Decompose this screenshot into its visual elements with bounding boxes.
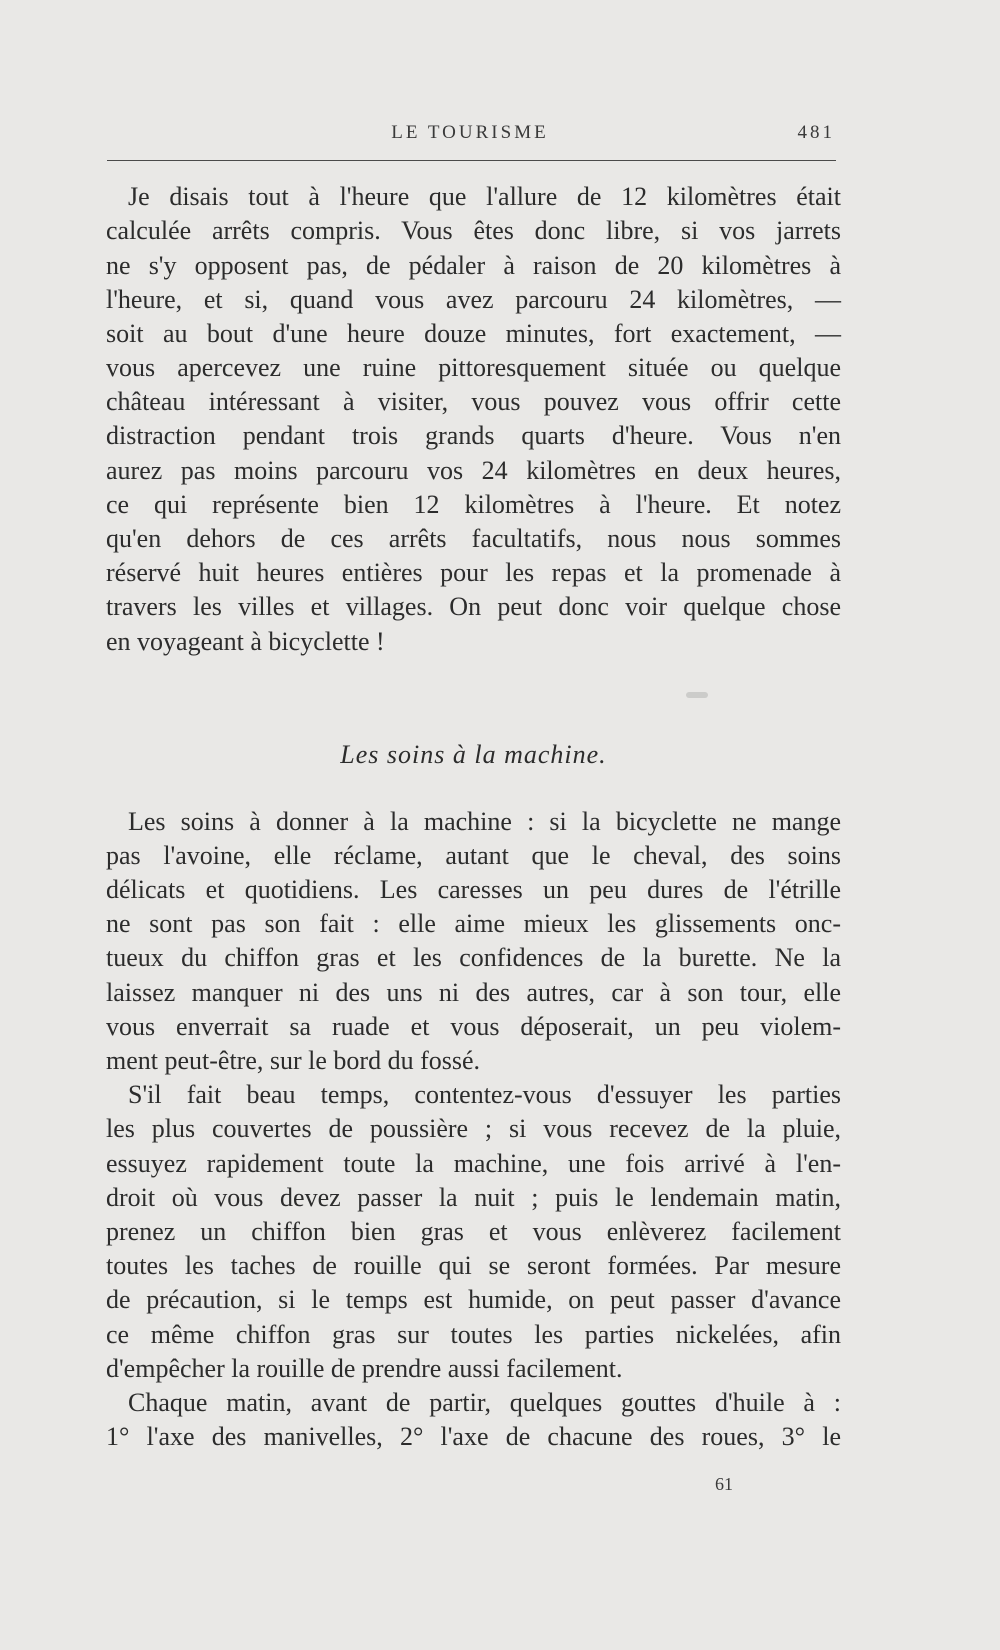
paragraph-line: réservé huit heures entières pour les repas et la promenade à — [106, 558, 841, 587]
section-heading: Les soins à la machine. — [340, 740, 607, 769]
paragraph-line: travers les villes et villages. On peut donc voir quelque chose — [106, 592, 841, 621]
paragraph-line: 1° l'axe des manivelles, 2° l'axe de chacune des roues, 3° le — [106, 1422, 841, 1451]
paragraph-line: en voyageant à bicyclette ! — [106, 627, 385, 656]
paragraph-line: ne s'y opposent pas, de pédaler à raison de 20 kilomètres à — [106, 251, 841, 280]
paragraph-line: toutes les taches de rouille qui se seront formées. Par mesure — [106, 1251, 841, 1280]
paragraph-line: château intéressant à visiter, vous pouvez vous offrir cette — [106, 387, 841, 416]
paragraph-line: laissez manquer ni des uns ni des autres, car à son tour, elle — [106, 978, 841, 1007]
page-number: 481 — [797, 122, 835, 143]
paragraph-line: de précaution, si le temps est humide, on peut passer d'avance — [106, 1285, 841, 1314]
paragraph-line: prenez un chiffon bien gras et vous enlèverez facilement — [106, 1217, 841, 1246]
paragraph-line: Les soins à donner à la machine : si la bicyclette ne mange — [128, 807, 841, 836]
running-title: LE TOURISME — [391, 122, 549, 143]
paragraph-line: soit au bout d'une heure douze minutes, fort exactement, — — [106, 319, 841, 348]
running-head — [105, 122, 835, 162]
paragraph-line: ce même chiffon gras sur toutes les parties nickelées, afin — [106, 1320, 841, 1349]
signature-mark: 61 — [715, 1474, 733, 1494]
paragraph-line: droit où vous devez passer la nuit ; puis le lendemain matin, — [106, 1183, 841, 1212]
paragraph-line: ment peut-être, sur le bord du fossé. — [106, 1046, 481, 1075]
paragraph-line: S'il fait beau temps, contentez-vous d'essuyer les parties — [128, 1080, 841, 1109]
paragraph-line: Je disais tout à l'heure que l'allure de 12 kilomètres était — [128, 182, 841, 211]
header-rule — [107, 160, 836, 161]
paragraph-line: Chaque matin, avant de partir, quelques gouttes d'huile à : — [128, 1388, 841, 1417]
paragraph-line: vous apercevez une ruine pittoresquement située ou quelque — [106, 353, 841, 382]
paragraph-line: vous enverrait sa ruade et vous déposerait, un peu violem- — [106, 1012, 841, 1041]
paragraph-line: aurez pas moins parcouru vos 24 kilomètres en deux heures, — [106, 456, 841, 485]
paragraph-line: d'empêcher la rouille de prendre aussi facilement. — [106, 1354, 623, 1383]
paragraph-line: distraction pendant trois grands quarts d'heure. Vous n'en — [106, 421, 841, 450]
paragraph-line: ce qui représente bien 12 kilomètres à l'heure. Et notez — [106, 490, 841, 519]
paragraph-line: ne sont pas son fait : elle aime mieux les glissements onc- — [106, 909, 841, 938]
paragraph-line: pas l'avoine, elle réclame, autant que le cheval, des soins — [106, 841, 841, 870]
paragraph-line: les plus couvertes de poussière ; si vous recevez de la pluie, — [106, 1114, 841, 1143]
paragraph-line: calculée arrêts compris. Vous êtes donc libre, si vos jarrets — [106, 216, 841, 245]
paragraph-line: qu'en dehors de ces arrêts facultatifs, nous nous sommes — [106, 524, 841, 553]
paragraph-line: essuyez rapidement toute la machine, une fois arrivé à l'en- — [106, 1149, 841, 1178]
paragraph-line: tueux du chiffon gras et les confidences de la burette. Ne la — [106, 943, 841, 972]
paragraph-line: délicats et quotidiens. Les caresses un peu dures de l'étrille — [106, 875, 841, 904]
paragraph-line: l'heure, et si, quand vous avez parcouru 24 kilomètres, — — [106, 285, 841, 314]
page-smudge — [686, 692, 708, 698]
